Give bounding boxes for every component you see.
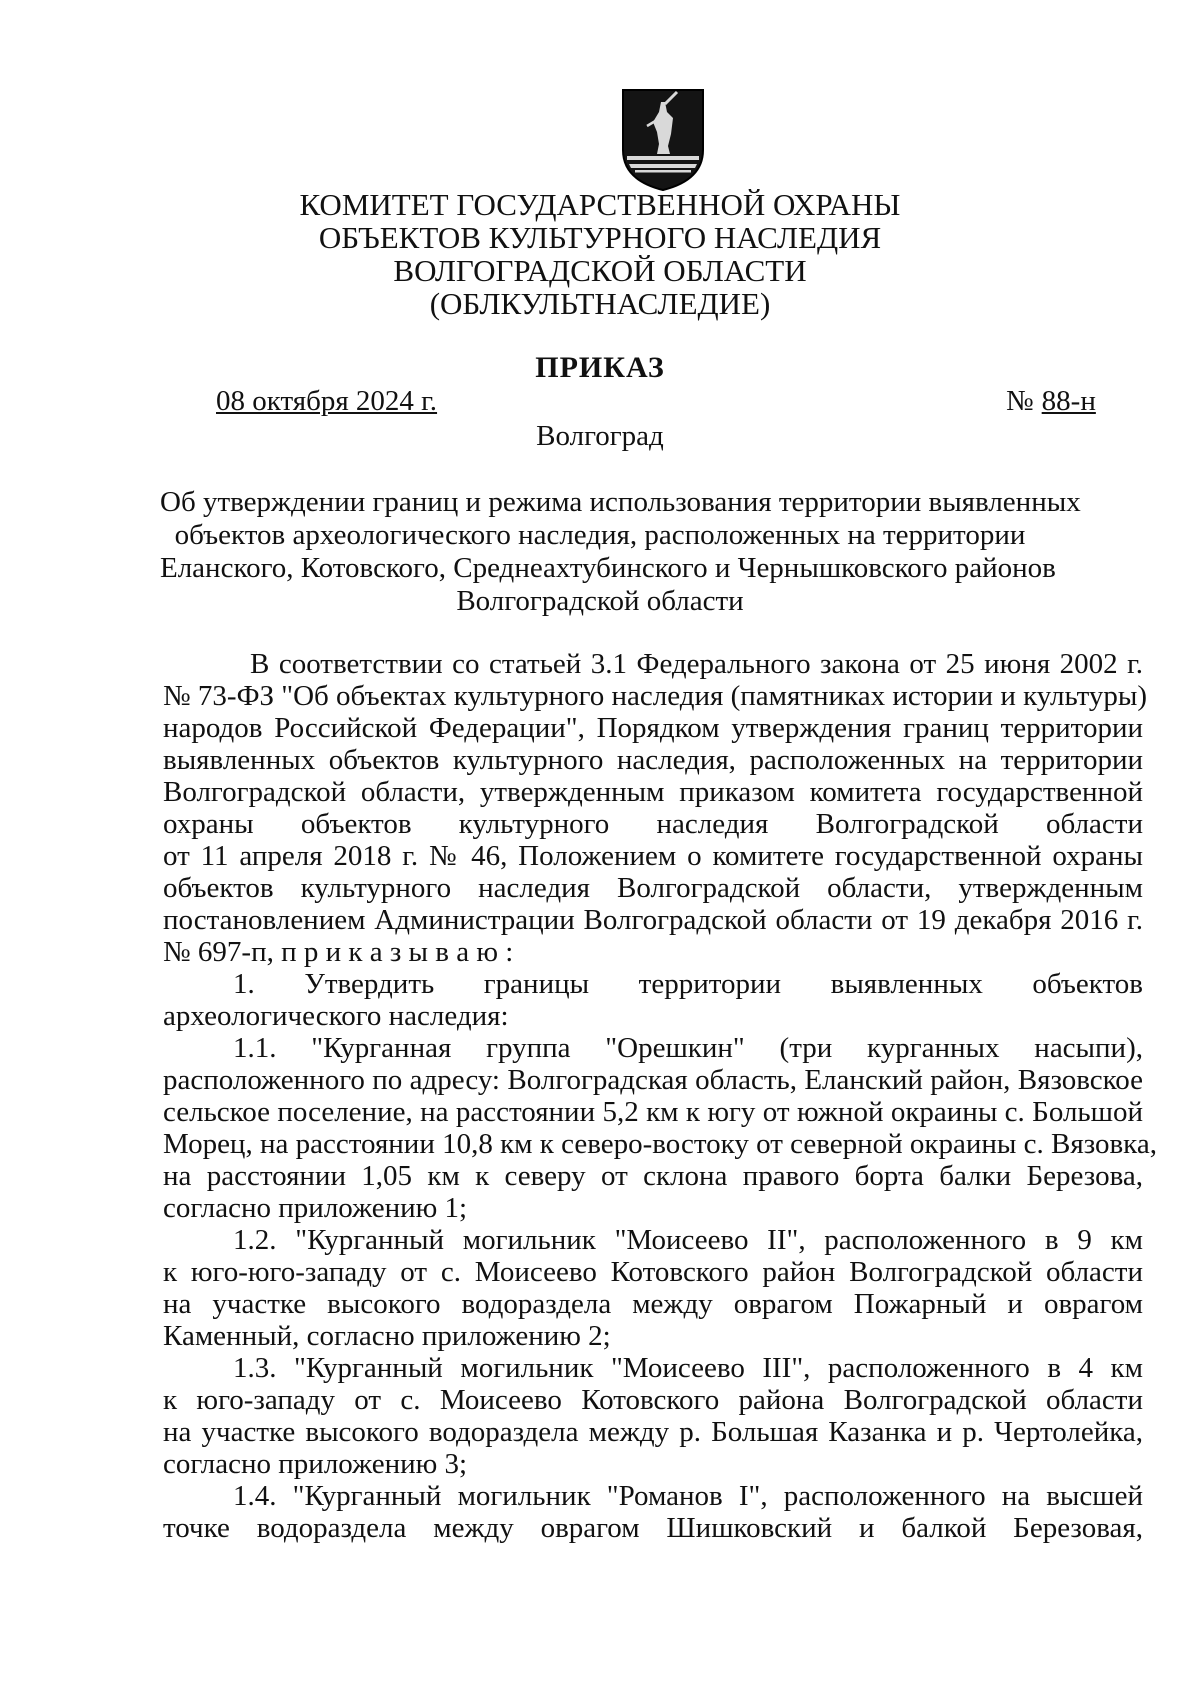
- subject-line: Волгоградской области: [456, 585, 744, 617]
- body-line: точке водораздела между оврагом Шишковский и балкой Березовая,: [163, 1512, 1143, 1544]
- body-line: расположенного по адресу: Волгоградская область, Еланский район, Вязовское: [163, 1064, 1143, 1096]
- number-label: №: [1006, 385, 1034, 417]
- body-line: 1.1. "Курганная группа "Орешкин" (три курганных насыпи),: [233, 1032, 1143, 1064]
- body-line: выявленных объектов культурного наследия, расположенных на территории: [163, 744, 1143, 776]
- body-line: согласно приложению 3;: [163, 1448, 468, 1480]
- org-line: ОБЪЕКТОВ КУЛЬТУРНОГО НАСЛЕДИЯ: [318, 220, 882, 255]
- body-line: согласно приложению 1;: [163, 1192, 468, 1224]
- document-date: 08 октября 2024 г.: [216, 385, 438, 417]
- body-line: охраны объектов культурного наследия Волгоградской области: [163, 808, 1143, 840]
- subject-line: Об утверждении границ и режима использования территории выявленных: [160, 486, 1081, 518]
- body-line: Волгоградской области, утвержденным приказом комитета государственной: [163, 776, 1143, 808]
- document-subject: [160, 486, 1081, 618]
- body-line: сельское поселение, на расстоянии 5,2 км к югу от южной окраины с. Большой: [163, 1096, 1143, 1128]
- body-line: № 73-ФЗ "Об объектах культурного наследия (памятниках истории и культуры): [163, 680, 1148, 712]
- body-line: на участке высокого водораздела между р. Большая Казанка и р. Чертолейка,: [163, 1416, 1143, 1448]
- body-line: народов Российской Федерации", Порядком утверждения границ территории: [163, 712, 1143, 744]
- body-line: 1. Утвердить границы территории выявленных объектов: [233, 968, 1143, 1000]
- body-line: 1.2. "Курганный могильник "Моисеево II", расположенного в 9 км: [233, 1224, 1143, 1256]
- subject-line: Еланского, Котовского, Среднеахтубинского и Чернышковского районов: [160, 552, 1056, 584]
- subject-line: объектов археологического наследия, расположенных на территории: [174, 519, 1026, 551]
- body-line: Каменный, согласно приложению 2;: [163, 1320, 611, 1352]
- org-line: ВОЛГОГРАДСКОЙ ОБЛАСТИ: [393, 253, 807, 288]
- body-line: постановлением Администрации Волгоградской области от 19 декабря 2016 г.: [163, 904, 1143, 936]
- body-line: объектов культурного наследия Волгоградской области, утвержденным: [163, 872, 1143, 904]
- body-line: на расстоянии 1,05 км к северу от склона правого борта балки Березова,: [163, 1160, 1143, 1192]
- document-body: [163, 648, 1157, 1544]
- body-line: 1.4. "Курганный могильник "Романов I", расположенного на высшей: [233, 1480, 1143, 1512]
- org-line: КОМИТЕТ ГОСУДАРСТВЕННОЙ ОХРАНЫ: [299, 187, 901, 222]
- organization-name: [200, 188, 1000, 320]
- org-line: (ОБЛКУЛЬТНАСЛЕДИЕ): [429, 286, 771, 321]
- body-line: к юго-юго-западу от с. Моисеево Котовского район Волгоградской области: [163, 1256, 1143, 1288]
- body-line: на участке высокого водораздела между оврагом Пожарный и оврагом: [163, 1288, 1143, 1320]
- body-line: Морец, на расстоянии 10,8 км к северо-востоку от северной окраины с. Вязовка,: [163, 1128, 1157, 1160]
- body-line: № 697-п, п р и к а з ы в а ю :: [163, 936, 514, 968]
- volgograd-emblem-icon: [621, 88, 705, 192]
- body-line: В соответствии со статьей 3.1 Федерального закона от 25 июня 2002 г.: [250, 648, 1143, 680]
- body-line: археологического наследия:: [163, 1000, 509, 1032]
- document-type-title: ПРИКАЗ: [535, 351, 665, 384]
- body-line: 1.3. "Курганный могильник "Моисеево III", расположенного в 4 км: [233, 1352, 1143, 1384]
- body-line: к юго-западу от с. Моисеево Котовского района Волгоградской области: [163, 1384, 1143, 1416]
- document-city: Волгоград: [536, 420, 664, 452]
- number-value: 88-н: [1041, 385, 1096, 417]
- body-line: от 11 апреля 2018 г. № 46, Положением о комитете государственной охраны: [163, 840, 1143, 872]
- document-number: [1006, 385, 1096, 418]
